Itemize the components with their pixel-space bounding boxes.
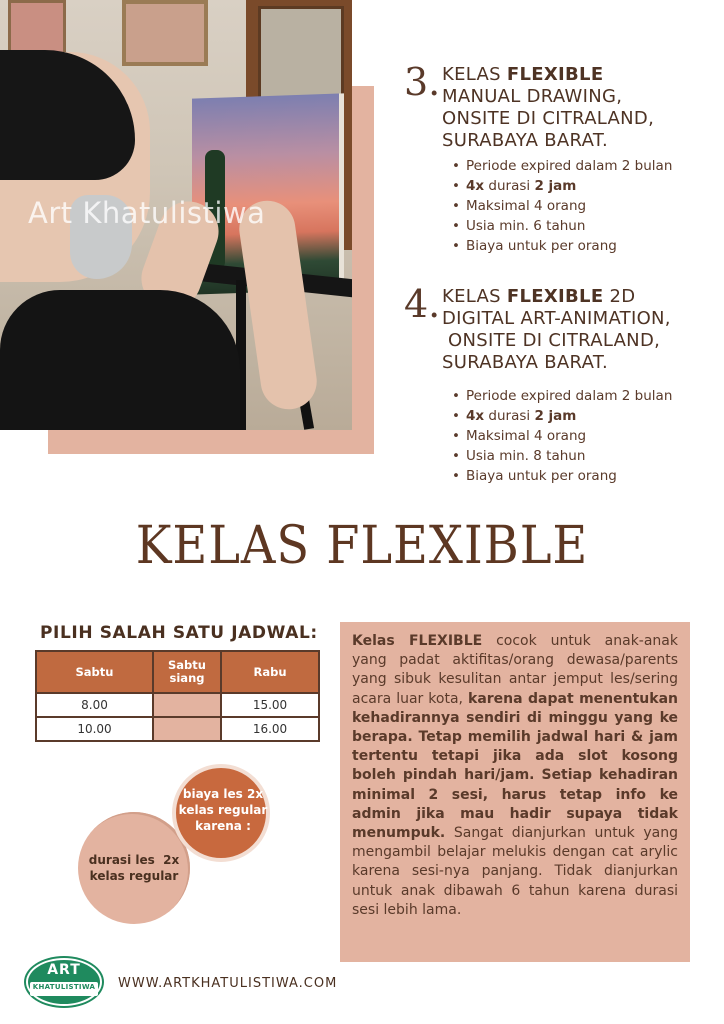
- bullet-item: [452, 386, 672, 406]
- title-text: 2D: [603, 286, 636, 307]
- bullet-item: [452, 156, 672, 176]
- title-line: DIGITAL ART-ANIMATION,: [442, 308, 671, 329]
- bullet-item: [452, 216, 672, 236]
- bullet-text: Biaya untuk per orang: [466, 238, 617, 254]
- title-bold: FLEXIBLE: [506, 286, 604, 307]
- bullet-text: Biaya untuk per orang: [466, 468, 617, 484]
- logo-subtext: KHATULISTIWA: [32, 983, 96, 991]
- description-text: [352, 632, 678, 920]
- website-link[interactable]: WWW.ARTKHATULISTIWA.COM: [118, 976, 338, 991]
- bullet-item: [452, 196, 672, 216]
- table-cell-empty: [153, 693, 221, 717]
- class-number: 3.: [404, 60, 441, 104]
- bullet-item: [452, 466, 672, 486]
- bullet-item: [452, 406, 672, 426]
- title-text: KELAS: [442, 286, 507, 307]
- class-4-bullets: [452, 386, 672, 486]
- bullet-text: durasi: [484, 178, 535, 194]
- table-cell: 16.00: [221, 717, 319, 741]
- bullet-text: Maksimal 4 orang: [466, 428, 587, 444]
- header-rabu: Rabu: [221, 651, 319, 693]
- header-sabtu: Sabtu: [36, 651, 153, 693]
- table-cell: 10.00: [36, 717, 153, 741]
- bullet-item: [452, 236, 672, 256]
- logo-text: ART: [47, 962, 81, 978]
- schedule-title: PILIH SALAH SATU JADWAL:: [40, 623, 318, 643]
- table-header-row: [36, 651, 319, 693]
- bullet-bold: 2 jam: [534, 178, 577, 194]
- boy-body: [0, 290, 240, 430]
- bullet-text: durasi: [484, 408, 535, 424]
- table-cell: 8.00: [36, 693, 153, 717]
- wall-painting-center: [122, 0, 208, 66]
- title-line: ONSITE DI CITRALAND,: [442, 108, 655, 129]
- table-cell-empty: [153, 717, 221, 741]
- painting-photo: [0, 0, 352, 430]
- bullet-bold: 4x: [466, 178, 485, 194]
- photo-watermark: Art Khatulistiwa: [28, 196, 266, 230]
- description-span: cocok untuk anak-anak yang padat aktifitas/orang dewasa/parents yang sibuk kesulitan antar jemput les/sering acara luar kota,: [352, 633, 678, 707]
- bullet-item: [452, 446, 672, 466]
- title-line: SURABAYA BARAT.: [442, 352, 609, 373]
- class-number: 4.: [404, 282, 441, 326]
- bullet-item: [452, 176, 672, 196]
- title-line: ONSITE DI CITRALAND,: [442, 330, 661, 351]
- title-line: SURABAYA BARAT.: [442, 130, 609, 151]
- price-circle-text: biaya les 2x kelas regular karena :: [178, 787, 268, 833]
- bullet-text: Maksimal 4 orang: [466, 198, 587, 214]
- table-row: [36, 693, 319, 717]
- bullet-text: Usia min. 6 tahun: [466, 218, 586, 234]
- title-bold: FLEXIBLE: [506, 64, 604, 85]
- schedule-table: [35, 650, 320, 742]
- title-text: KELAS: [442, 64, 507, 85]
- header-sabtu-siang: Sabtu siang: [153, 651, 221, 693]
- bullet-bold: 4x: [466, 408, 485, 424]
- bullet-item: [452, 426, 672, 446]
- title-line: MANUAL DRAWING,: [442, 86, 623, 107]
- class-title: [442, 64, 714, 152]
- class-3-bullets: [452, 156, 672, 256]
- table-cell: 15.00: [221, 693, 319, 717]
- description-bold: karena dapat menentukan kehadirannya sendiri di minggu yang ke berapa. Tetap memilih jadwal hari & jam tertentu tetapi jika ada slot kosong boleh pindah hari/jam. Setiap kehadiran minimal 2 sesi, harus tetap info ke admin jika mau hadir supaya tidak menumpuk.: [352, 690, 678, 842]
- class-title: [442, 286, 714, 374]
- duration-circle-text: durasi les 2x kelas regular: [88, 853, 184, 883]
- description-box: [340, 622, 690, 962]
- description-span: Sangat dianjurkan untuk yang mengambil belajar melukis dengan cat arylic karena sesi-nya panjang. Tidak dianjurkan untuk anak dibawah 6 tahun karena durasi sesi lebih lama.: [352, 825, 678, 918]
- bullet-bold: 2 jam: [534, 408, 577, 424]
- bullet-text: Periode expired dalam 2 bulan: [466, 158, 673, 174]
- table-row: [36, 717, 319, 741]
- page-heading: KELAS FLEXIBLE: [135, 516, 589, 576]
- bullet-text: Periode expired dalam 2 bulan: [466, 388, 673, 404]
- description-bold: Kelas FLEXIBLE: [352, 633, 483, 649]
- bullet-text: Usia min. 8 tahun: [466, 448, 586, 464]
